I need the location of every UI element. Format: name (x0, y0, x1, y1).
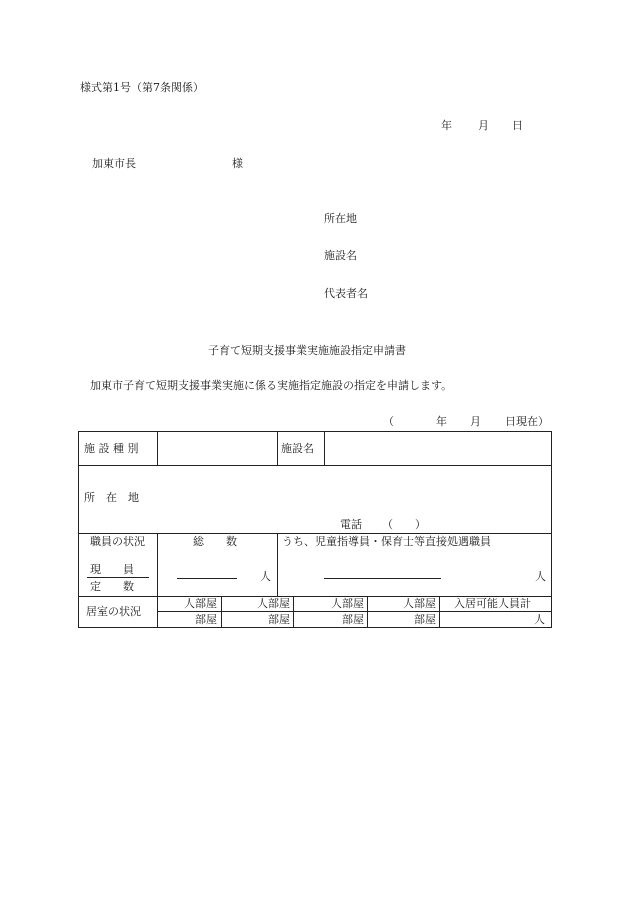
staff-status-label: 職員の状況 (90, 535, 145, 548)
date-month-label: 月 (478, 119, 489, 132)
date-day-label: 日 (512, 119, 523, 132)
room-type-1: 人部屋 (184, 597, 217, 610)
form-number: 様式第1号（第7条関係） (80, 81, 204, 94)
capacity-label: 入居可能人員計 (454, 597, 531, 610)
capacity-unit: 人 (534, 613, 545, 626)
room-count-4: 部屋 (414, 613, 436, 626)
quota-label: 定 数 (90, 580, 134, 593)
current-staff-label: 現 員 (90, 563, 134, 576)
room-status-label: 居室の状況 (86, 605, 141, 618)
as-of-day-label: 日現在） (505, 415, 549, 428)
facility-name-label: 施設名 (281, 442, 314, 455)
facility-type-label: 施 設 種 別 (84, 442, 139, 455)
as-of-year-label: 年 (436, 415, 447, 428)
room-count-1: 部屋 (195, 613, 217, 626)
direct-care-staff-label: うち、児童指導員・保育士等直接処遇職員 (282, 535, 491, 548)
document-title: 子育て短期支援事業実施施設指定申請書 (208, 344, 406, 357)
room-count-3: 部屋 (342, 613, 364, 626)
room-count-2: 部屋 (268, 613, 290, 626)
applicant-address-label: 所在地 (324, 212, 357, 225)
applicant-facility-label: 施設名 (324, 249, 357, 262)
total-person-unit: 人 (260, 570, 271, 583)
phone-label: 電話 (340, 518, 362, 531)
applicant-representative-label: 代表者名 (324, 287, 368, 300)
date-year-label: 年 (441, 119, 452, 132)
as-of-open-paren: （ (383, 415, 394, 428)
application-statement: 加東市子育て短期支援事業実施に係る実施指定施設の指定を申請します。 (90, 379, 453, 392)
phone-parens: （ ） (382, 518, 426, 531)
facility-info-table (78, 431, 552, 628)
total-label: 総 数 (193, 535, 237, 548)
room-type-3: 人部屋 (331, 597, 364, 610)
as-of-month-label: 月 (470, 415, 481, 428)
addressee-name: 加東市長 (92, 157, 136, 170)
room-type-2: 人部屋 (257, 597, 290, 610)
location-label: 所 在 地 (84, 491, 139, 504)
addressee-honorific: 様 (232, 157, 243, 170)
direct-care-person-unit: 人 (535, 570, 546, 583)
room-type-4: 人部屋 (403, 597, 436, 610)
